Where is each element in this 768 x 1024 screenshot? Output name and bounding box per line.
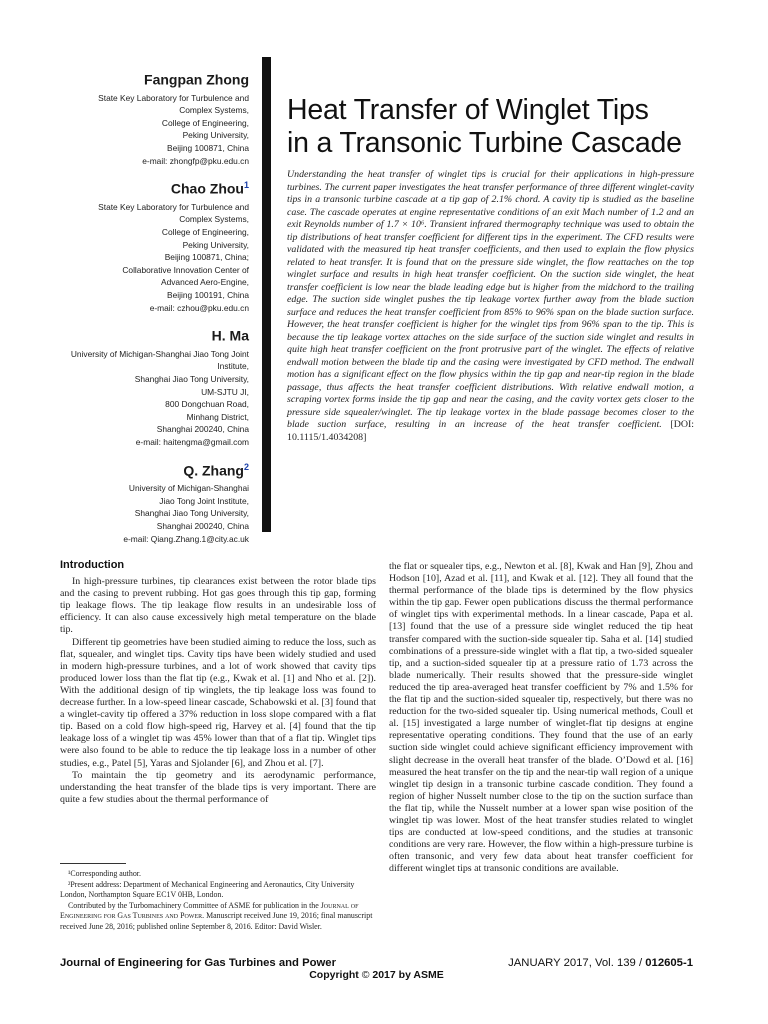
paper-title: Heat Transfer of Winglet Tips in a Transonic Turbine Cascade [287, 94, 682, 159]
journal-name: Journal of Engineering for Gas Turbines and Power [60, 957, 336, 969]
footnote-ref[interactable]: 1 [243, 180, 249, 191]
author-name: H. Ma [211, 327, 249, 344]
author-block [60, 324, 249, 448]
author-list [60, 68, 249, 555]
author-name: Fangpan Zhong [144, 71, 249, 88]
author-name: Q. Zhang$^2$ [183, 461, 249, 479]
author-email[interactable]: e-mail: haitengma@gmail.com [135, 437, 249, 448]
author-affiliation: University of Michigan-Shanghai Jiao Tong Joint Institute, Shanghai Jiao Tong University, UM-SJTU JI, 800 Dongchuan Road, Minhang District, Shanghai 200240, China e-mail: haitengma@gmail.com [60, 348, 249, 449]
footnote: ²Present address: Department of Mechanical Engineering and Aeronautics, City University London, Northampton Square EC1V 0HB, London. [60, 879, 355, 900]
author-block [60, 68, 249, 167]
journal-ref: Journal of Engineering for Gas Turbines and Power [60, 900, 359, 921]
author-email[interactable]: e-mail: Qiang.Zhang.1@city.ac.uk [123, 533, 249, 544]
copyright-line: Copyright © 2017 by ASME [309, 969, 444, 981]
article-number: 012605-1 [645, 957, 693, 969]
body-paragraph: Different tip geometries have been studied aiming to reduce the loss, such as flat, squealer, and winglet tips. Cavity tips have been widely studied and used in modern high-pressure turbines, and a lot of work showed that cavity tips produced lower loss than the flat tip (e.g., Kwak et al. [1] and Nho et al. [2]). With the additional design of tip winglets, the tip leakage loss was found to decrease further. In a low-speed linear cascade, Schabowski et al. [3] found that a winglet-cavity tip offered a 37% reduction in loss slope compared with a flat tip. Based on a cold flow high-speed rig, Harvey et al. [4] found that the tip leakage loss of a winglet tip was 45% lower than that of a flat tip. Winglet tips were also found to be able to reduce the tip leakage loss in a number of other studies, e.g., Patel [5], Yaras and Sjolander [6], and Zhou et al. [7]. [60, 636, 376, 769]
copyright-icon: © [361, 969, 370, 981]
abstract [287, 169, 694, 444]
section-heading: Introduction [60, 559, 125, 571]
issue-info: JANUARY 2017, Vol. 139 / 012605-1 [508, 957, 693, 969]
body-paragraph: the flat or squealer tips, e.g., Newton et al. [8], Kwak and Han [9], Zhou and Hodson [10], Azad et al. [11], and Kwak et al. [12]. They all found that the thermal performance of the blade tips is determined by the flow physics within the tip gap. Fewer open publications discuss the thermal performance of winglet tips with experimental methods. In a linear cascade, Papa et al. [13] found that the use of a pressure side winglet reduced the tip heat transfer compared with the suction-side squealer tip. Saha et al. [14] studied combinations of a pressure-side winglet with a flat tip, a two-sided squealer tip, and a suction-sided squealer tip at a pressure ratio of 1.73 across the blade numerically. Their results showed that the pressure-side winglet reduced the tip area-averaged heat transfer coefficient by 7% and 1.5% for the flat tip and the suction-sided squealer tip, respectively, but there was no reduction for the two-sided squealer tip. Using numerical methods, Coull et al. [15] investigated a large number of winglet-flat tip designs at engine representative operating conditions. They found that the use of an early suction side winglet could achieve significant efficiency improvement with slight decrease in the overall heat transfer of the blade. O’Dowd et al. [16] measured the heat transfer on the tip and the near-tip wall region of a unique winglet tip design in a transonic turbine cascade condition. They found a region of higher Nusselt number close to the tip on the suction surface than the flat tip, while the Nusselt number at a lower span wise position of the winglet tip was lower. Most of the heat transfer studies related to winglet tips are conducted at low-speed conditions, and the studies at transonic conditions are very rare. However, the flow within a high-pressure turbine is often transonic, and very few data about heat transfer coefficient for different winglet tips at transonic conditions are available. [389, 561, 693, 875]
title-divider-bar [262, 57, 271, 532]
body-paragraph: In high-pressure turbines, tip clearances exist between the rotor blade tips and the casing to prevent rubbing. Hot gas goes through this tip gap, forming tip leakage flows. The tip leakage flow results in an undesirable loss of efficiency. It can also cause excessively high metal temperature on the blade tip. [60, 576, 376, 636]
author-affiliation: University of Michigan-Shanghai Jiao Tong Joint Institute, Shanghai Jiao Tong University, Shanghai 200240, China e-mail: Qiang.Zhang.1@city.ac.uk [60, 482, 249, 545]
author-block [60, 459, 249, 546]
footnote-ref[interactable]: 2 [243, 461, 249, 472]
footnote: ¹Corresponding author. [68, 869, 141, 878]
abstract-text: Understanding the heat transfer of winglet tips is crucial for their applications in high-pressure turbines. The current paper investigates the heat transfer performance of three different winglet-cavity tips in a transonic turbine cascade at a tip gap of 2.1% chord. A cavity tip is studied as the baseline case. The cascade operates at engine representative conditions of an exit Mach number of 1.2 and an exit Reynolds number of 1.7 × 10⁶. Transient infrared thermography technique was used to obtain the tip distributions of heat transfer coefficient for different tips in the experiment. The CFD results were validated with the measured tip heat transfer coefficients, and then used to explain the flow physics related to heat transfer. It is found that on the pressure side winglet, the flow reattaches on the top winglet surface and results in high heat transfer coefficient. On the suction side winglet, the heat transfer coefficient is low near the blade leading edge but is higher from the midchord to the trailing edge. The suction side winglet pushes the tip leakage vortex further away from the blade suction surface and reduces the heat transfer coefficient from 85% to 96% span on the blade suction surface. However, the heat transfer coefficient is higher for the winglet tips from 96% span to the tip. This is because the tip leakage vortex attaches on the side surface of the suction side winglet and results in quite high heat transfer coefficient on the front protrusive part of the winglet. The effects of relative endwall motion between the blade tip and the casing were investigated by CFD method. The endwall motion has a significant effect on the flow physics within the tip gap and near-tip region in the blade passage, thus affects the heat transfer coefficient distributions. With relative endwall motion, a scraping vortex forms inside the tip gap and near the casing, and the cavity vortex gets closer to the pressure side squealer/winglet. The tip leakage vortex in the blade passage becomes closer to the blade suction surface, resulting in an increase of the heat transfer coefficient. [287, 169, 694, 430]
author-email[interactable]: e-mail: zhongfp@pku.edu.cn [142, 155, 249, 166]
body-column-right [389, 561, 693, 875]
body-paragraph: To maintain the tip geometry and its aerodynamic performance, understanding the heat transfer of the blade tips is very important. There are quite a few studies about the thermal performance of [60, 769, 376, 805]
author-affiliation: State Key Laboratory for Turbulence and Complex Systems, College of Engineering, Peking University, Beijing 100871, China; Collaborative Innovation Center of Advanced Aero-Engine, Beijing 100191, China e-mail: czhou@pku.edu.cn [60, 201, 249, 314]
author-email[interactable]: e-mail: czhou@pku.edu.cn [149, 302, 249, 313]
doi-link[interactable]: [DOI: 10.1115/1.4034208] [287, 419, 694, 443]
author-name: Chao Zhou$^1$ [170, 180, 249, 197]
author-affiliation: State Key Laboratory for Turbulence and Complex Systems, College of Engineering, Peking University, Beijing 100871, China e-mail: zhongfp@pku.edu.cn [60, 92, 249, 168]
footnote: Contributed by the Turbomachinery Committee of ASME for publication in the Journal of Engineering for Gas Turbines and Power. Manuscript received June 19, 2016; final manuscript received June 28, 2016; published online September 8, 2016. Editor: David Wisler. [60, 900, 373, 931]
author-block [60, 177, 249, 314]
footnotes [60, 863, 376, 933]
page-footer [60, 957, 693, 987]
footnote-rule [60, 863, 126, 864]
body-column-left [60, 559, 376, 806]
